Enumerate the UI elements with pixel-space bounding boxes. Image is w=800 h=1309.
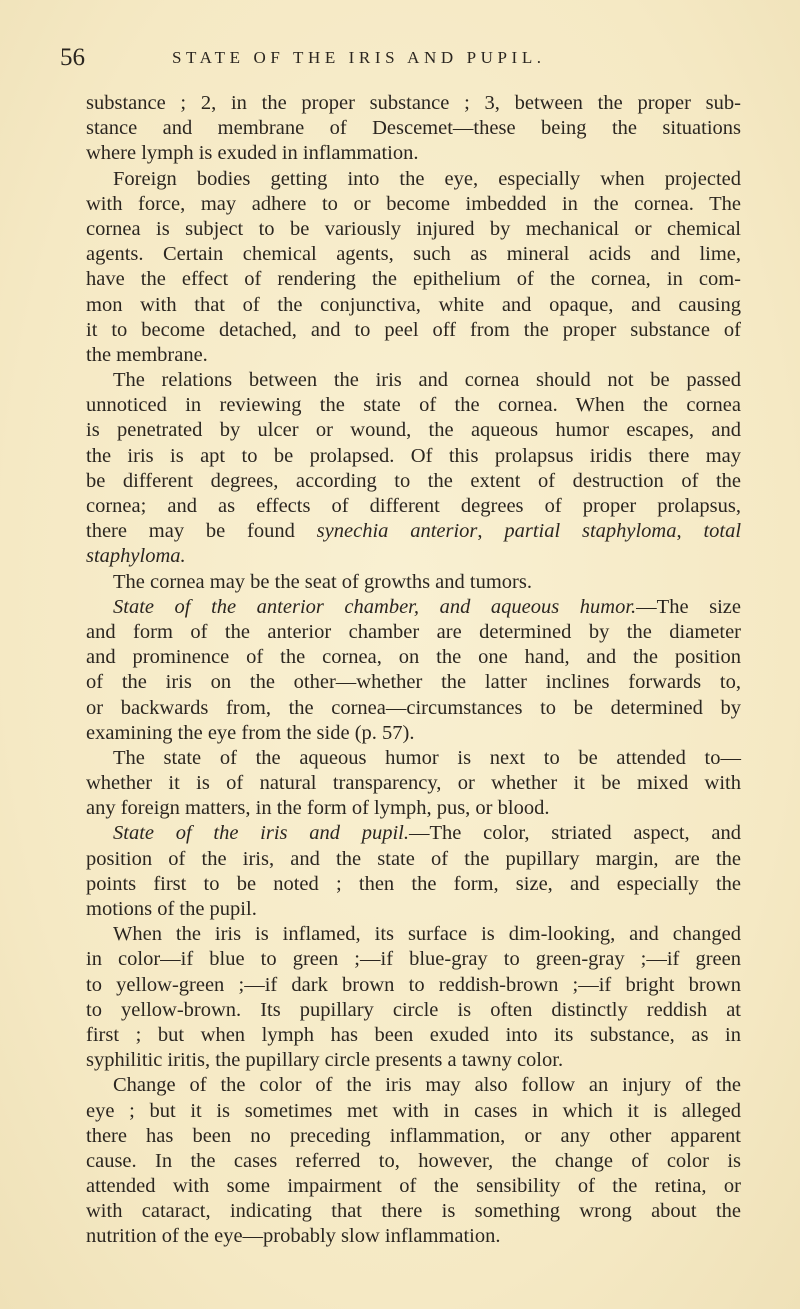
text-run: Foreign bodies getting into the eye, especially when projected: [113, 167, 741, 190]
text-run: ,: [676, 520, 704, 543]
text-line: [86, 368, 741, 393]
text-run: and form of the anterior chamber are determined by the diameter: [86, 620, 741, 643]
text-run: be different degrees, according to the extent of destruction of the: [86, 469, 741, 492]
text-run: syphilitic iritis, the pupillary circle presents a tawny color.: [86, 1049, 564, 1072]
text-line: [86, 645, 741, 670]
text-line: [86, 721, 741, 746]
text-run: attended with some impairment of the sensibility of the retina, or: [86, 1175, 741, 1198]
text-line: [86, 670, 741, 695]
paragraph: [86, 821, 741, 922]
text-line: [86, 1124, 741, 1149]
text-line: [86, 1149, 741, 1174]
text-line: [86, 922, 741, 947]
text-run: agents. Certain chemical agents, such as mineral acids and lime,: [86, 243, 741, 266]
text-line: [86, 469, 741, 494]
paragraph: [86, 746, 741, 822]
text-run: Change of the color of the iris may also follow an injury of the: [113, 1074, 741, 1097]
text-run: any foreign matters, in the form of lymph, pus, or blood.: [86, 797, 550, 820]
text-line: [86, 91, 741, 116]
text-line: [86, 519, 741, 544]
italic-text: partial staphyloma: [504, 520, 677, 543]
text-line: [86, 1073, 741, 1098]
text-run: to yellow-brown. Its pupillary circle is often distinctly reddish at: [86, 998, 741, 1021]
text-run: of the iris on the other—whether the latter inclines forwards to,: [86, 671, 741, 694]
text-line: [86, 393, 741, 418]
text-line: [86, 242, 741, 267]
text-line: [86, 1023, 741, 1048]
text-line: [86, 544, 741, 569]
text-run: motions of the pupil.: [86, 898, 257, 920]
text-line: [86, 1174, 741, 1199]
text-line: [86, 947, 741, 972]
text-run: with cataract, indicating that there is something wrong about the: [86, 1200, 741, 1223]
paragraph: [86, 91, 741, 167]
text-run: nutrition of the eye—probably slow inflammation.: [86, 1225, 501, 1248]
paragraph: [86, 595, 741, 746]
text-line: [86, 343, 741, 368]
text-line: [86, 318, 741, 343]
text-run: it to become detached, and to peel off from the proper substance of: [86, 318, 741, 341]
paragraph: [86, 570, 741, 595]
text-line: [86, 897, 741, 922]
text-run: The state of the aqueous humor is next to be attended to—: [113, 746, 741, 769]
text-run: —The size: [636, 595, 741, 618]
text-run: unnoticed in reviewing the state of the cornea. When the cornea: [86, 394, 741, 417]
text-line: [86, 570, 741, 595]
text-run: the membrane.: [86, 343, 208, 366]
text-run: substance ; 2, in the proper substance ; 3, between the proper sub-: [86, 92, 741, 114]
text-run: eye ; but it is sometimes met with in cases in which it is alleged: [86, 1099, 741, 1122]
text-line: [86, 821, 741, 846]
text-line: [86, 771, 741, 796]
text-line: [86, 418, 741, 443]
text-line: [86, 973, 741, 998]
text-line: [86, 116, 741, 141]
paragraph: [86, 922, 741, 1073]
text-run: to yellow-green ;—if dark brown to reddish-brown ;—if bright brown: [86, 973, 741, 996]
page-number: 56: [60, 44, 85, 71]
text-run: examining the eye from the side (p. 57).: [86, 721, 415, 744]
text-run: have the effect of rendering the epithelium of the cornea, in com-: [86, 268, 741, 291]
text-line: [86, 1099, 741, 1124]
text-line: [86, 1048, 741, 1073]
paragraph: [86, 167, 741, 369]
text-line: [86, 998, 741, 1023]
running-title: STATE OF THE IRIS AND PUPIL.: [172, 48, 546, 67]
text-run: there has been no preceding inflammation, or any other apparent: [86, 1124, 741, 1147]
text-run: cause. In the cases referred to, however, the change of color is: [86, 1149, 741, 1172]
text-run: —The color, striated aspect, and: [409, 822, 741, 845]
text-run: is penetrated by ulcer or wound, the aqueous humor escapes, and: [86, 419, 741, 442]
body-text: [86, 91, 741, 1250]
text-run: the iris is apt to be prolapsed. Of this prolapsus iridis there may: [86, 444, 741, 467]
text-line: [86, 293, 741, 318]
text-run: cornea; and as effects of different degrees of proper prolapsus,: [86, 495, 741, 517]
text-line: [86, 141, 741, 166]
text-run: in color—if blue to green ;—if blue-gray to green-gray ;—if green: [86, 948, 741, 971]
text-run: where lymph is exuded in inflammation.: [86, 142, 419, 165]
text-line: [86, 192, 741, 217]
italic-text: total: [703, 520, 742, 543]
text-run: stance and membrane of Descemet—these being the situations: [86, 117, 741, 140]
text-run: When the iris is inflamed, its surface is dim-looking, and changed: [113, 923, 741, 946]
text-line: [86, 620, 741, 645]
text-run: there may be found: [86, 520, 317, 543]
italic-text: synechia anterior: [316, 520, 478, 543]
text-line: [86, 1199, 741, 1224]
text-line: [86, 595, 741, 620]
text-line: [86, 847, 741, 872]
text-run: points first to be noted ; then the form, size, and especially the: [86, 872, 741, 895]
text-run: The cornea may be the seat of growths and tumors.: [113, 570, 532, 593]
text-line: [86, 872, 741, 897]
text-line: [86, 494, 741, 519]
paragraph: [86, 368, 741, 570]
italic-text: staphyloma.: [86, 545, 186, 568]
italic-text: State of the anterior chamber, and aqueous humor.: [113, 595, 637, 618]
text-line: [86, 746, 741, 771]
text-run: and prominence of the cornea, on the one hand, and the position: [86, 646, 741, 669]
text-run: or backwards from, the cornea—circumstances to be determined by: [86, 696, 741, 719]
italic-text: State of the iris and pupil.: [113, 822, 409, 845]
text-run: position of the iris, and the state of the pupillary margin, are the: [86, 847, 741, 870]
text-run: first ; but when lymph has been exuded into its substance, as in: [86, 1023, 741, 1046]
text-line: [86, 444, 741, 469]
text-line: [86, 267, 741, 292]
text-run: ,: [477, 520, 505, 543]
text-run: whether it is of natural transparency, or whether it be mixed with: [86, 772, 741, 795]
text-line: [86, 696, 741, 721]
text-line: [86, 1224, 741, 1249]
paragraph: [86, 1073, 741, 1249]
text-run: mon with that of the conjunctiva, white and opaque, and causing: [86, 293, 741, 316]
text-line: [86, 796, 741, 821]
text-line: [86, 167, 741, 192]
text-run: The relations between the iris and cornea should not be passed: [113, 369, 741, 392]
text-line: [86, 217, 741, 242]
text-run: cornea is subject to be variously injured by mechanical or chemical: [86, 217, 741, 240]
text-run: with force, may adhere to or become imbedded in the cornea. The: [86, 192, 741, 215]
